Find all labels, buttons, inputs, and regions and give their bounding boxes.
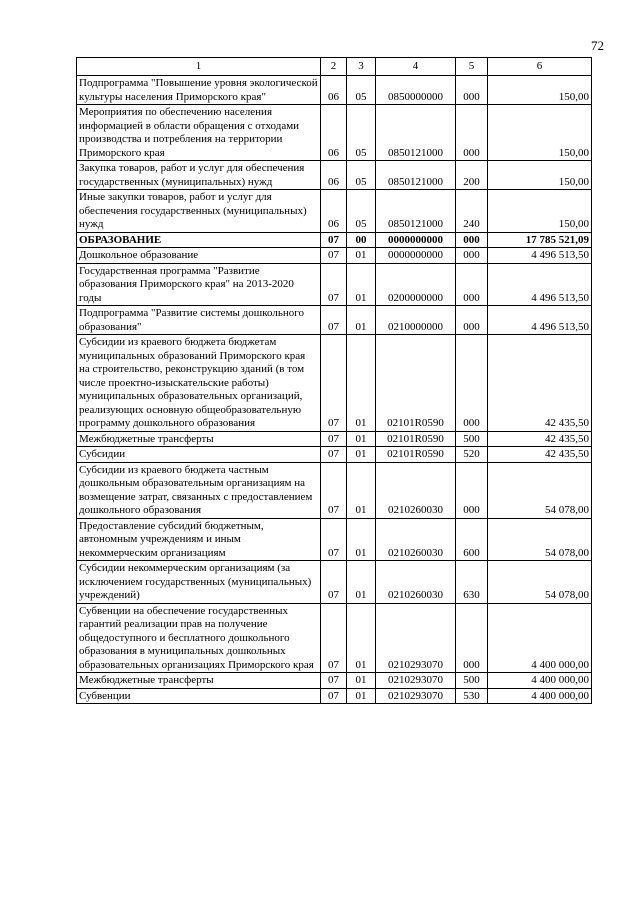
column-header: 2	[321, 58, 347, 76]
row-value-cell: 500	[456, 673, 488, 689]
column-header: 5	[456, 58, 488, 76]
row-value-cell: 06	[321, 105, 347, 161]
table-row	[77, 518, 592, 561]
table-row	[77, 161, 592, 190]
row-value-cell: 54 078,00	[488, 462, 592, 518]
row-value-cell: 05	[347, 161, 376, 190]
row-value-cell: 07	[321, 335, 347, 432]
row-value-cell: 0210260030	[376, 462, 456, 518]
row-value-cell: 0210293070	[376, 673, 456, 689]
row-value-cell: 200	[456, 161, 488, 190]
row-value-cell: 150,00	[488, 76, 592, 105]
row-value-cell: 01	[347, 673, 376, 689]
row-value-cell: 4 400 000,00	[488, 603, 592, 673]
row-value-cell: 07	[321, 688, 347, 704]
row-value-cell: 000	[456, 232, 488, 248]
row-name-cell: Закупка товаров, работ и услуг для обеспечения государственных (муниципальных) нужд	[77, 161, 321, 190]
row-value-cell: 150,00	[488, 161, 592, 190]
row-value-cell: 0210000000	[376, 306, 456, 335]
budget-table	[76, 57, 592, 704]
row-value-cell: 05	[347, 105, 376, 161]
row-value-cell: 000	[456, 306, 488, 335]
table-row	[77, 248, 592, 264]
row-name-cell: Подпрограмма "Повышение уровня экологической культуры населения Приморского края"	[77, 76, 321, 105]
table-row	[77, 190, 592, 233]
table-row	[77, 447, 592, 463]
row-value-cell: 01	[347, 335, 376, 432]
row-value-cell: 01	[347, 518, 376, 561]
row-value-cell: 07	[321, 431, 347, 447]
table-row	[77, 306, 592, 335]
row-value-cell: 07	[321, 561, 347, 604]
row-value-cell: 4 496 513,50	[488, 306, 592, 335]
row-value-cell: 02101R0590	[376, 335, 456, 432]
row-value-cell: 06	[321, 161, 347, 190]
row-value-cell: 000	[456, 335, 488, 432]
column-header: 6	[488, 58, 592, 76]
row-name-cell: Подпрограмма "Развитие системы дошкольного образования"	[77, 306, 321, 335]
row-name-cell: Субсидии	[77, 447, 321, 463]
row-value-cell: 06	[321, 76, 347, 105]
row-name-cell: Дошкольное образование	[77, 248, 321, 264]
column-header: 4	[376, 58, 456, 76]
row-value-cell: 4 400 000,00	[488, 688, 592, 704]
row-value-cell: 07	[321, 603, 347, 673]
row-name-cell: Государственная программа "Развитие образования Приморского края" на 2013-2020 годы	[77, 263, 321, 306]
table-row	[77, 431, 592, 447]
row-value-cell: 000	[456, 76, 488, 105]
page-number: 72	[591, 38, 604, 53]
row-value-cell: 600	[456, 518, 488, 561]
column-header: 3	[347, 58, 376, 76]
table-row	[77, 263, 592, 306]
row-value-cell: 000	[456, 105, 488, 161]
row-value-cell: 240	[456, 190, 488, 233]
row-name-cell: Мероприятия по обеспечению населения информацией в области обращения с отходами производства и потребления на территории Приморского края	[77, 105, 321, 161]
row-value-cell: 000	[456, 462, 488, 518]
row-value-cell: 17 785 521,09	[488, 232, 592, 248]
row-value-cell: 01	[347, 561, 376, 604]
table-row	[77, 561, 592, 604]
table-row	[77, 105, 592, 161]
row-name-cell: Субсидии из краевого бюджета частным дошкольным образовательным организациям на возмещение затрат, связанных с предоставлением дошкольного образования	[77, 462, 321, 518]
table-header-row	[77, 58, 592, 76]
row-value-cell: 07	[321, 263, 347, 306]
row-value-cell: 630	[456, 561, 488, 604]
table-row	[77, 673, 592, 689]
table-row	[77, 462, 592, 518]
row-value-cell: 42 435,50	[488, 431, 592, 447]
row-value-cell: 02101R0590	[376, 431, 456, 447]
row-value-cell: 07	[321, 518, 347, 561]
row-value-cell: 0850000000	[376, 76, 456, 105]
row-value-cell: 0210260030	[376, 518, 456, 561]
row-name-cell: Субсидии некоммерческим организациям (за исключением государственных (муниципальных) учреждений)	[77, 561, 321, 604]
row-name-cell: Межбюджетные трансферты	[77, 673, 321, 689]
row-name-cell: Субвенции	[77, 688, 321, 704]
row-value-cell: 0000000000	[376, 248, 456, 264]
row-value-cell: 05	[347, 76, 376, 105]
row-value-cell: 01	[347, 248, 376, 264]
row-value-cell: 4 400 000,00	[488, 673, 592, 689]
row-value-cell: 01	[347, 462, 376, 518]
table-body	[77, 76, 592, 704]
row-value-cell: 4 496 513,50	[488, 248, 592, 264]
table-row	[77, 335, 592, 432]
row-value-cell: 0850121000	[376, 161, 456, 190]
row-value-cell: 07	[321, 462, 347, 518]
row-value-cell: 150,00	[488, 105, 592, 161]
row-value-cell: 01	[347, 263, 376, 306]
row-name-cell: Субсидии из краевого бюджета бюджетам муниципальных образований Приморского края на строительство, реконструкцию зданий (в том числе проектно-изыскательские работы) муниципальных образовательных организаций, реализующих основную общеобразовательную программу дошкольного образования	[77, 335, 321, 432]
row-value-cell: 42 435,50	[488, 335, 592, 432]
row-value-cell: 150,00	[488, 190, 592, 233]
row-value-cell: 0200000000	[376, 263, 456, 306]
row-value-cell: 01	[347, 306, 376, 335]
row-value-cell: 0210293070	[376, 688, 456, 704]
row-value-cell: 07	[321, 673, 347, 689]
row-value-cell: 54 078,00	[488, 561, 592, 604]
row-value-cell: 06	[321, 190, 347, 233]
column-header: 1	[77, 58, 321, 76]
row-value-cell: 520	[456, 447, 488, 463]
row-value-cell: 01	[347, 447, 376, 463]
row-value-cell: 0850121000	[376, 190, 456, 233]
row-value-cell: 02101R0590	[376, 447, 456, 463]
row-value-cell: 01	[347, 431, 376, 447]
row-name-cell: Межбюджетные трансферты	[77, 431, 321, 447]
row-value-cell: 0210293070	[376, 603, 456, 673]
row-value-cell: 4 496 513,50	[488, 263, 592, 306]
row-name-cell: Иные закупки товаров, работ и услуг для обеспечения государственных (муниципальных) нужд	[77, 190, 321, 233]
table-row	[77, 688, 592, 704]
row-value-cell: 05	[347, 190, 376, 233]
row-value-cell: 500	[456, 431, 488, 447]
row-name-cell: ОБРАЗОВАНИЕ	[77, 232, 321, 248]
row-value-cell: 000	[456, 248, 488, 264]
row-value-cell: 01	[347, 688, 376, 704]
row-value-cell: 0210260030	[376, 561, 456, 604]
row-value-cell: 000	[456, 603, 488, 673]
row-value-cell: 07	[321, 306, 347, 335]
row-value-cell: 00	[347, 232, 376, 248]
row-value-cell: 07	[321, 232, 347, 248]
table-row	[77, 232, 592, 248]
row-name-cell: Предоставление субсидий бюджетным, автономным учреждениям и иным некоммерческим организациям	[77, 518, 321, 561]
row-value-cell: 0850121000	[376, 105, 456, 161]
row-value-cell: 07	[321, 248, 347, 264]
table-row	[77, 603, 592, 673]
row-value-cell: 01	[347, 603, 376, 673]
row-value-cell: 0000000000	[376, 232, 456, 248]
row-value-cell: 42 435,50	[488, 447, 592, 463]
table-row	[77, 76, 592, 105]
row-value-cell: 07	[321, 447, 347, 463]
row-value-cell: 530	[456, 688, 488, 704]
row-name-cell: Субвенции на обеспечение государственных гарантий реализации прав на получение общедоступного и бесплатного дошкольного образования в муниципальных дошкольных образовательных организациях Приморского края	[77, 603, 321, 673]
row-value-cell: 000	[456, 263, 488, 306]
row-value-cell: 54 078,00	[488, 518, 592, 561]
